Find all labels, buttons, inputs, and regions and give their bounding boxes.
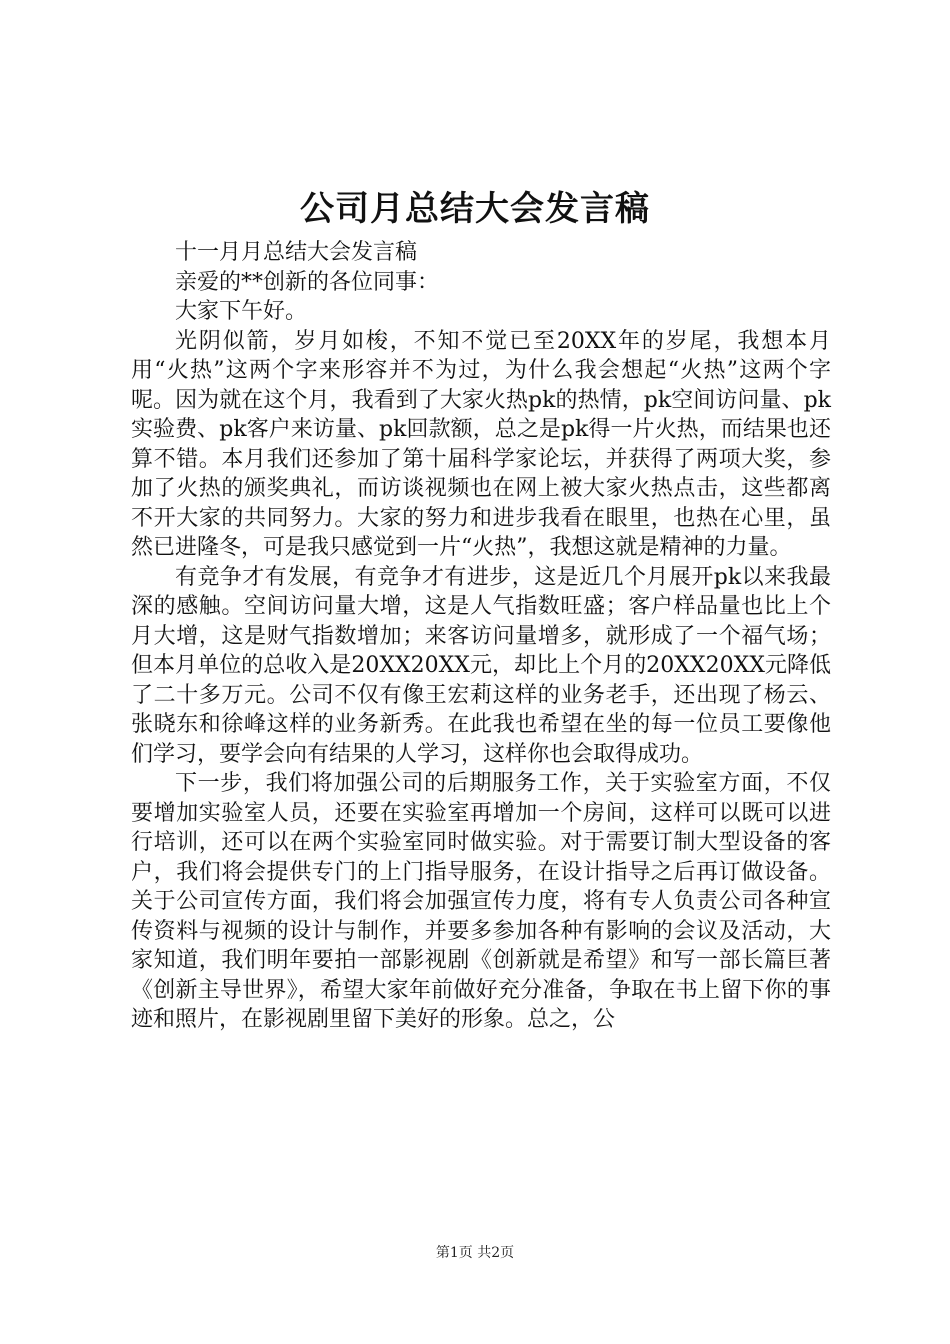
document-body [131,238,831,1035]
body-paragraph: 光阴似箭，岁月如梭，不知不觉已至20XX年的岁尾，我想本月用“火热”这两个字来形容并不为过，为什么我会想起“火热”这两个字呢。因为就在这个月，我看到了大家火热pk的热情，pk空间访问量、pk实验费、pk客户来访量、pk回款额，总之是pk得一片火热，而结果也还算不错。本月我们还参加了第十届科学家论坛，并获得了两项大奖，参加了火热的颁奖典礼，而访谈视频也在网上被大家火热点击，这些都离不开大家的共同努力。大家的努力和进步我看在眼里，也热在心里，虽然已进隆冬，可是我只感觉到一片“火热”，我想这就是精神的力量。 [131,328,831,560]
page-number-footer: 第1页 共2页 [435,1245,515,1261]
document-title: 公司月总结大会发言稿 [300,189,650,229]
body-paragraph: 有竞争才有发展，有竞争才有进步，这是近几个月展开pk以来我最深的感触。空间访问量大增，这是人气指数旺盛；客户样品量也比上个月大增，这是财气指数增加；来客访问量增多，就形成了一个福气场；但本月单位的总收入是20XX20XX元，却比上个月的20XX20XX元降低了二十多万元。公司不仅有像王宏莉这样的业务老手，还出现了杨云、张晓东和徐峰这样的业务新秀。在此我也希望在坐的每一位员工要像他们学习，要学会向有结果的人学习，这样你也会取得成功。 [131,564,831,767]
greeting-paragraph: 大家下午好。 [175,299,308,324]
salutation-paragraph: 亲爱的**创新的各位同事： [175,269,440,295]
body-paragraph: 下一步，我们将加强公司的后期服务工作，关于实验室方面，不仅要增加实验室人员，还要在实验室再增加一个房间，这样可以既可以进行培训，还可以在两个实验室同时做实验。对于需要订制大型设备的客户，我们将会提供专门的上门指导服务，在设计指导之后再订做设备。关于公司宣传方面，我们将会加强宣传力度，将有专人负责公司各种宣传资料与视频的设计与制作，并要多参加各种有影响的会议及活动，大家知道，我们明年要拍一部影视剧《创新就是希望》和写一部长篇巨著《创新主导世界》，希望大家年前做好充分准备，争取在书上留下你的事迹和照片，在影视剧里留下美好的形象。总之，公 [131,771,831,1032]
subtitle-paragraph: 十一月月总结大会发言稿 [175,240,418,265]
